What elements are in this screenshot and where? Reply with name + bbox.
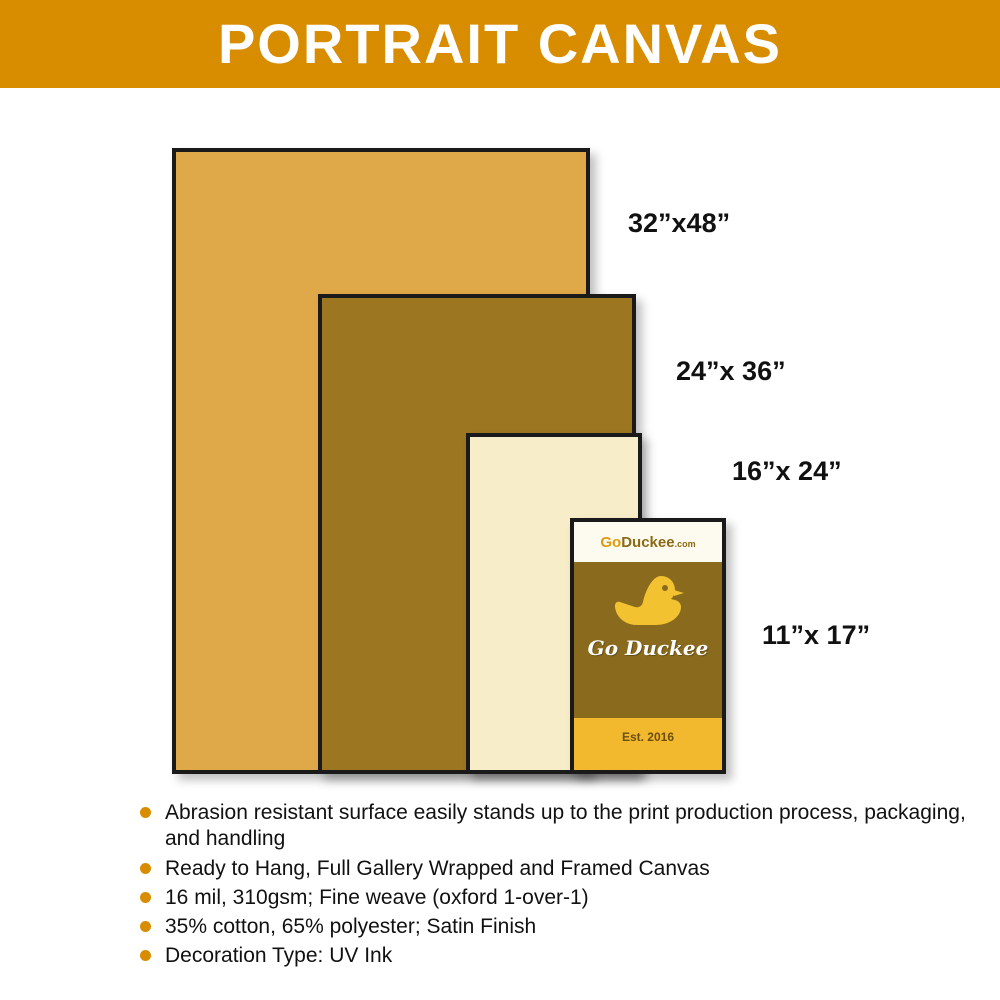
size-label-16x24: 16”x 24” — [732, 456, 842, 486]
brand-duckee-text: Duckee — [621, 533, 675, 551]
poster-brand-bar — [574, 522, 722, 562]
list-item — [140, 943, 980, 969]
feature-text: 35% cotton, 65% polyester; Satin Finish — [165, 915, 537, 938]
poster-script-text: Go Duckee — [587, 636, 709, 660]
bullet-icon — [140, 863, 151, 874]
list-item — [140, 856, 980, 882]
bullet-icon — [140, 950, 151, 961]
poster-established-text: Est. 2016 — [621, 730, 675, 744]
poster-established-bar — [574, 724, 722, 750]
duck-icon — [611, 570, 685, 632]
list-item — [140, 914, 980, 940]
poster-footer-bar — [574, 750, 722, 770]
feature-text: 16 mil, 310gsm; Fine weave (oxford 1-over-1) — [165, 885, 589, 909]
sample-poster — [574, 522, 722, 770]
page-title: PORTRAIT CANVAS — [217, 12, 783, 75]
bullet-icon — [140, 892, 151, 903]
poster-body — [574, 562, 722, 718]
bullet-icon — [140, 807, 151, 818]
canvas-size-diagram — [0, 88, 1000, 788]
size-label-32x48: 32”x48” — [628, 208, 731, 238]
size-label-11x17: 11”x 17” — [762, 620, 871, 650]
feature-list — [140, 800, 980, 973]
brand-go-text: Go — [600, 533, 622, 551]
poster-brand-logo — [600, 534, 695, 551]
feature-text: Decoration Type: UV Ink — [165, 944, 393, 968]
feature-text: Abrasion resistant surface easily stands up to the print production process, packaging, and handling — [165, 801, 966, 851]
size-label-24x36: 24”x 36” — [676, 356, 786, 386]
feature-text: Ready to Hang, Full Gallery Wrapped and Framed Canvas — [165, 856, 710, 880]
bullet-icon — [140, 921, 151, 932]
brand-domain-text: .com — [674, 538, 696, 549]
list-item — [140, 885, 980, 911]
list-item — [140, 800, 980, 853]
canvas-swatch-11x17 — [570, 518, 726, 774]
header-banner — [0, 0, 1000, 88]
